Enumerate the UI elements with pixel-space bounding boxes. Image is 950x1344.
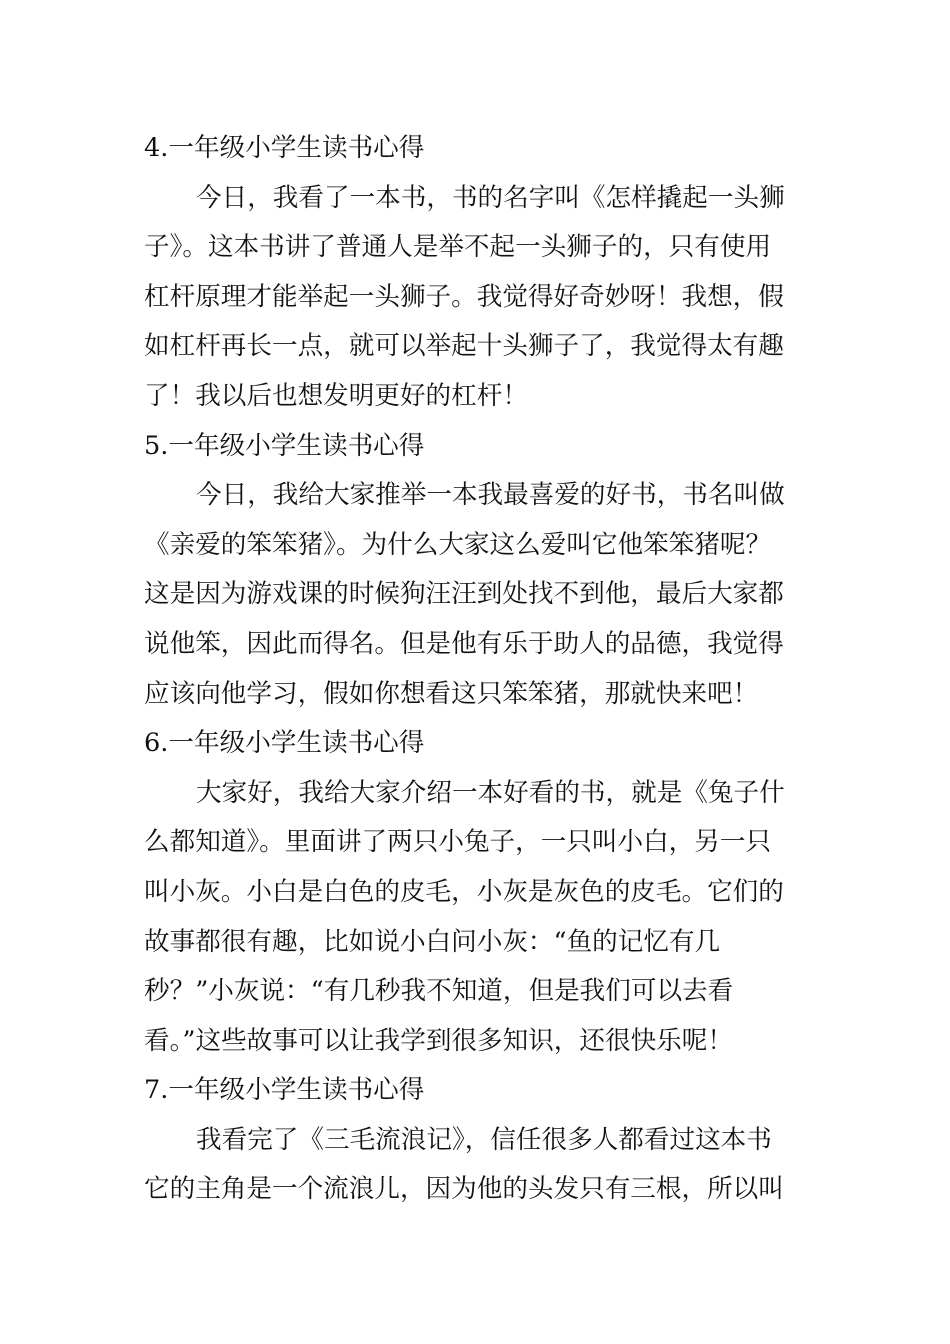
- paragraph-line: 应该向他学习，假如你想看这只笨笨猪，那就快来吧！: [144, 678, 759, 709]
- section-4: [144, 124, 806, 422]
- section-5: [144, 422, 806, 720]
- section-heading: 6.一年级小学生读书心得: [144, 728, 425, 759]
- paragraph-line: 我看完了《三毛流浪记》，信任很多人都看过这本书: [196, 1124, 772, 1155]
- paragraph-line: 今日，我看了一本书，书的名字叫《怎样撬起一头狮: [196, 182, 785, 213]
- section-paragraph: [144, 1116, 806, 1215]
- paragraph-line: 《亲爱的笨笨猪》。为什么大家这么爱叫它他笨笨猪呢？: [144, 529, 772, 560]
- section-7: [144, 1066, 806, 1215]
- paragraph-line: 如杠杆再长一点，就可以举起十头狮子了，我觉得太有趣: [144, 331, 784, 362]
- paragraph-line: 今日，我给大家推举一本我最喜爱的好书，书名叫做: [196, 480, 785, 511]
- paragraph-line: 子》。这本书讲了普通人是举不起一头狮子的，只有使用: [144, 232, 772, 263]
- document-page: [144, 124, 806, 1215]
- section-paragraph: [144, 174, 806, 422]
- section-paragraph: [144, 471, 806, 719]
- paragraph-line: 杠杆原理才能举起一头狮子。我觉得好奇妙呀！我想，假: [144, 281, 784, 312]
- paragraph-line: 大家好，我给大家介绍一本好看的书，就是《兔子什: [196, 777, 785, 808]
- section-heading: 7.一年级小学生读书心得: [144, 1075, 425, 1106]
- section-heading: 4.一年级小学生读书心得: [144, 133, 425, 163]
- paragraph-line: 看。”这些故事可以让我学到很多知识，还很快乐呢！: [144, 1025, 733, 1056]
- paragraph-line: 这是因为游戏课的时候狗汪汪到处找不到他，最后大家都: [144, 579, 784, 610]
- paragraph-line: 了！我以后也想发明更好的杠杆！: [144, 380, 528, 411]
- section-paragraph: [144, 769, 806, 1067]
- paragraph-line: 秒？”小灰说：“有几秒我不知道，但是我们可以去看: [144, 976, 734, 1007]
- paragraph-line: 叫小灰。小白是白色的皮毛，小灰是灰色的皮毛。它们的: [144, 876, 784, 907]
- section-6: [144, 719, 806, 1066]
- paragraph-line: 说他笨，因此而得名。但是他有乐于助人的品德，我觉得: [144, 628, 784, 659]
- section-heading: 5.一年级小学生读书心得: [144, 430, 425, 461]
- paragraph-line: 么都知道》。里面讲了两只小兔子，一只叫小白，另一只: [144, 827, 772, 858]
- paragraph-line: 故事都很有趣，比如说小白问小灰：“鱼的记忆有几: [144, 926, 721, 957]
- paragraph-line: 它的主角是一个流浪儿，因为他的头发只有三根，所以叫: [144, 1174, 784, 1205]
